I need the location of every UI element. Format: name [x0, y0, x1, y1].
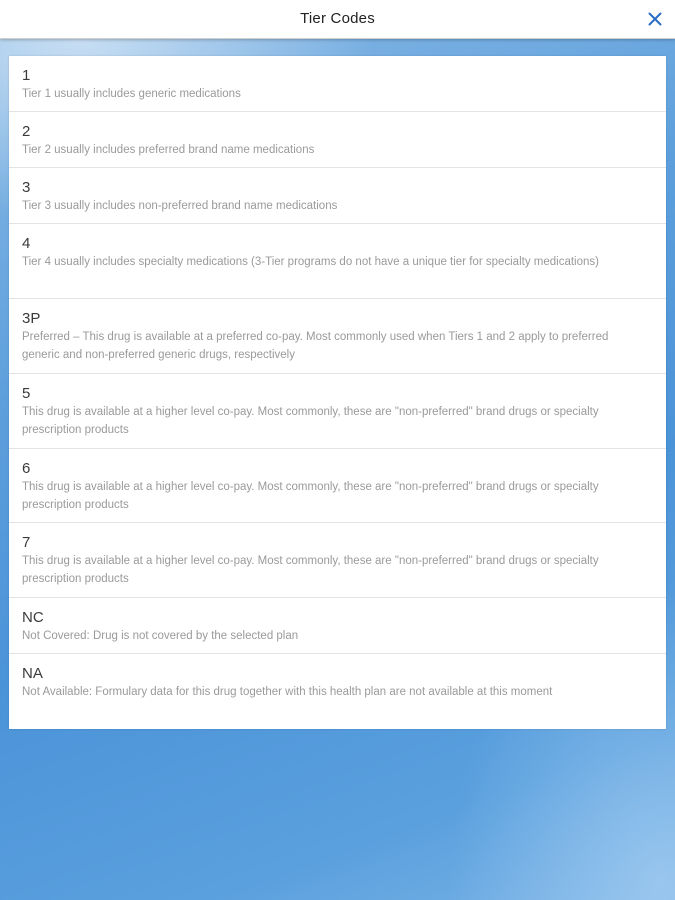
tier-code: 3P: [22, 310, 41, 327]
list-item-tier-7: [9, 523, 666, 598]
tier-description: Preferred – This drug is available at a preferred co-pay. Most commonly used when Tiers 1 and 2 apply to preferred generic and non-preferred generic drugs, respectively: [22, 331, 609, 361]
tier-code: NC: [22, 609, 44, 626]
close-icon[interactable]: [645, 9, 665, 29]
tier-code: 4: [22, 235, 31, 252]
list-item-tier-nc: [9, 598, 666, 654]
tier-description: This drug is available at a higher level co-pay. Most commonly, these are "non-preferred" brand drugs or specialty prescription products: [22, 555, 599, 585]
tier-code-list: [9, 56, 666, 729]
list-item-tier-1: [9, 56, 666, 112]
list-item-tier-4: [9, 224, 666, 299]
tier-description: This drug is available at a higher level co-pay. Most commonly, these are "non-preferred" brand drugs or specialty prescription products: [22, 406, 599, 436]
close-button[interactable]: [645, 9, 665, 29]
list-item-tier-na: [9, 654, 666, 729]
list-item-tier-2: [9, 112, 666, 168]
tier-description: Tier 3 usually includes non-preferred brand name medications: [22, 200, 338, 212]
tier-code: 1: [22, 67, 31, 84]
modal-header: [0, 0, 675, 39]
tier-description: Tier 2 usually includes preferred brand name medications: [22, 144, 315, 156]
tier-description: Tier 1 usually includes generic medications: [22, 88, 241, 100]
list-item-tier-6: [9, 449, 666, 523]
tier-description: Not Available: Formulary data for this drug together with this health plan are not available at this moment: [22, 686, 553, 698]
tier-code: 7: [22, 534, 31, 551]
list-item-tier-5: [9, 374, 666, 449]
tier-code: 6: [22, 460, 31, 477]
page-title: Tier Codes: [300, 10, 375, 27]
tier-code: 2: [22, 123, 31, 140]
tier-description: This drug is available at a higher level co-pay. Most commonly, these are "non-preferred" brand drugs or specialty prescription products: [22, 481, 599, 511]
list-item-tier-3p: [9, 299, 666, 374]
tier-description: Tier 4 usually includes specialty medications (3-Tier programs do not have a unique tier for specialty medications): [22, 256, 599, 268]
tier-code: 3: [22, 179, 31, 196]
tier-code: NA: [22, 665, 43, 682]
tier-description: Not Covered: Drug is not covered by the selected plan: [22, 630, 299, 642]
tier-code: 5: [22, 385, 31, 402]
list-item-tier-3: [9, 168, 666, 224]
